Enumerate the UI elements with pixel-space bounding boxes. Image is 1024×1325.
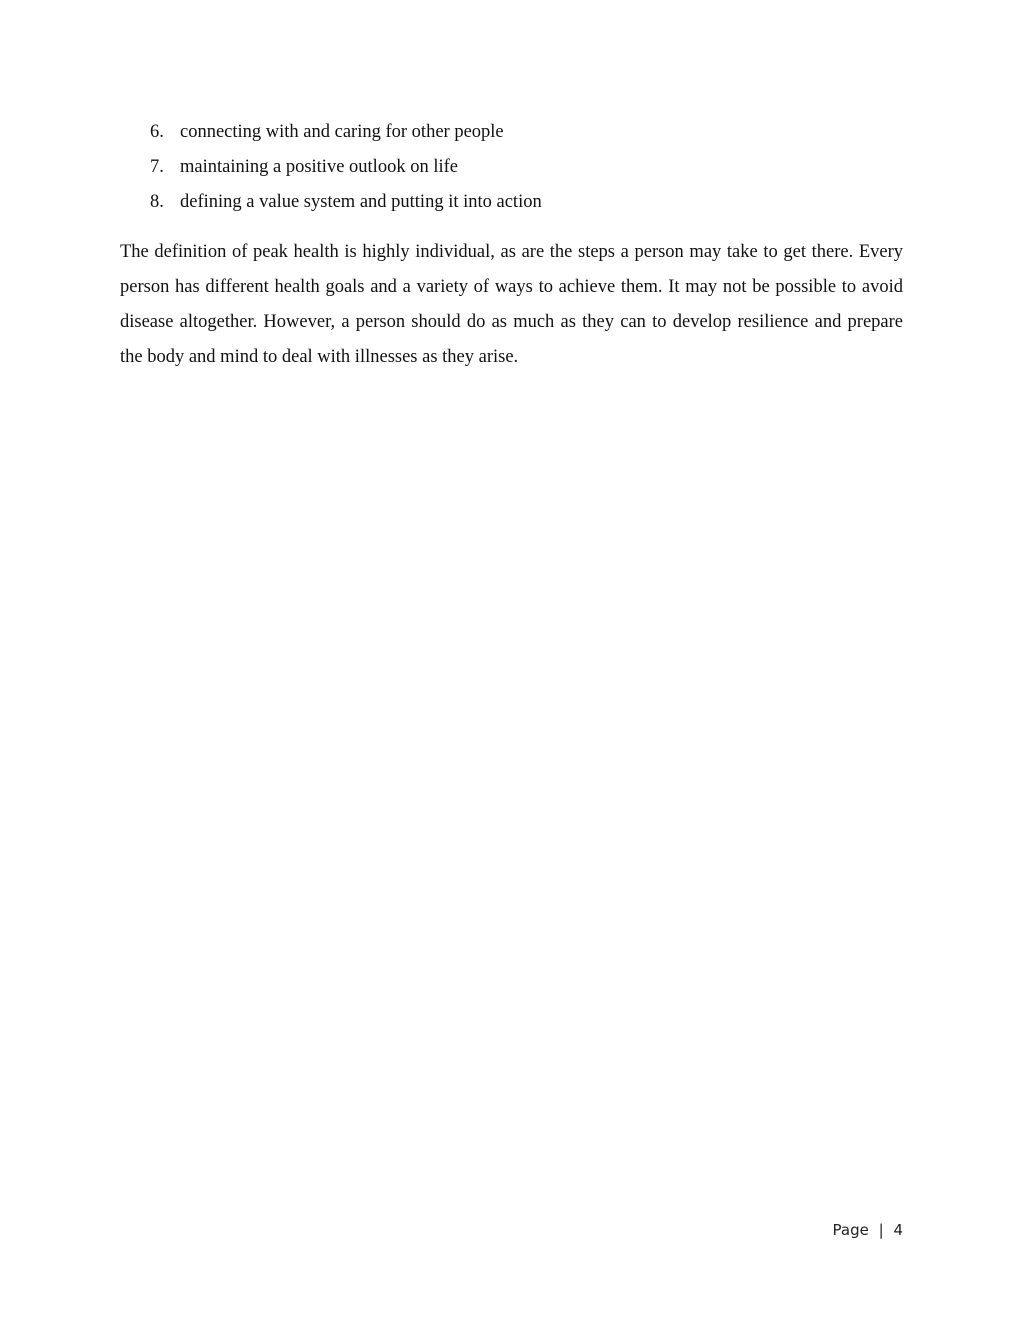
page-separator: | xyxy=(878,1221,884,1239)
list-item-number: 6. xyxy=(150,122,164,142)
list-item xyxy=(0,115,1024,150)
list-item-text: maintaining a positive outlook on life xyxy=(180,157,458,177)
page-label: Page xyxy=(832,1221,869,1239)
numbered-list xyxy=(0,115,1024,220)
list-item xyxy=(0,150,1024,185)
list-item xyxy=(0,185,1024,220)
body-paragraph: The definition of peak health is highly individual, as are the steps a person may take to get there. Every person has different health goals and a variety of ways to achieve them. It may not be possible to avoid disease altogether. However, a person should do as much as they can to develop resilience and prepare the body and mind to deal with illnesses as they arise. xyxy=(120,242,903,367)
list-item-text: connecting with and caring for other people xyxy=(180,122,504,142)
list-item-number: 7. xyxy=(150,157,164,177)
page-number: 4 xyxy=(893,1221,903,1239)
list-item-text: defining a value system and putting it into action xyxy=(180,192,542,212)
list-item-number: 8. xyxy=(150,192,164,212)
page-footer xyxy=(833,1218,904,1242)
